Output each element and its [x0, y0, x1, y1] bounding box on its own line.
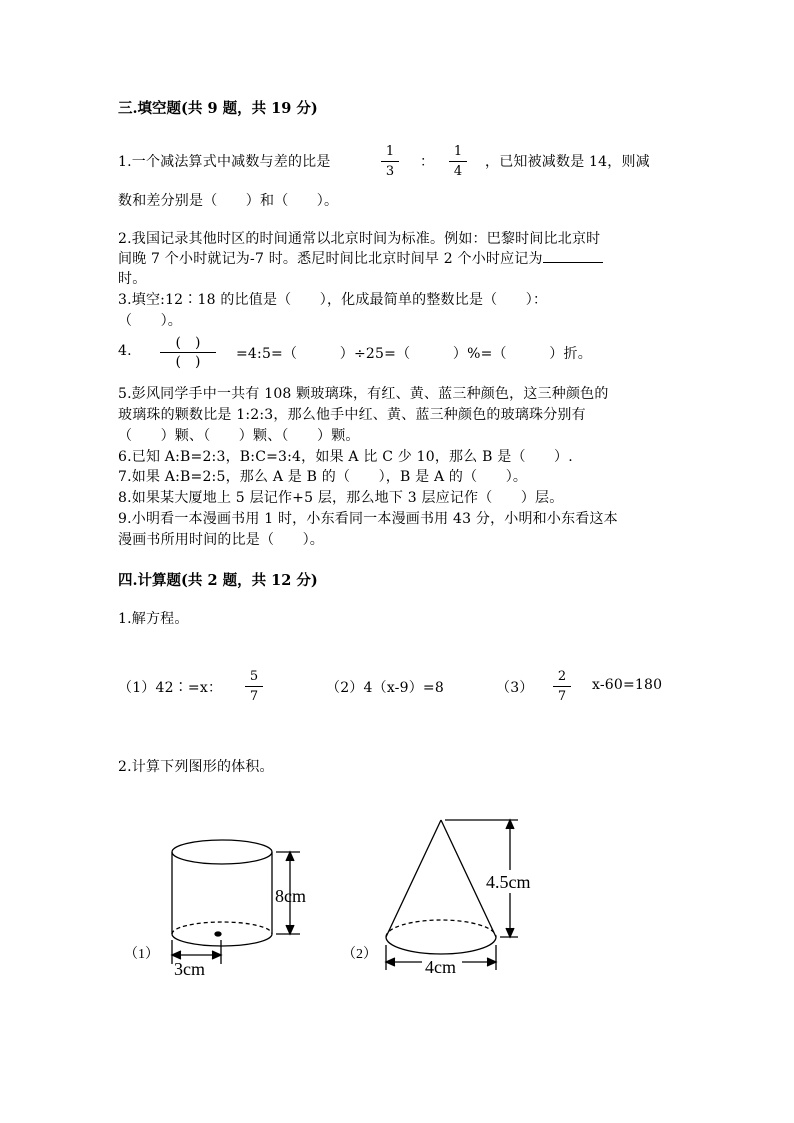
q5-line1: 5.彭风同学手中一共有 108 颗玻璃珠，有红、黄、蓝三种颜色，这三种颜色的: [118, 386, 609, 402]
equation-1-prefix: （1）42∶=x：: [118, 680, 223, 696]
q3-line2: （ ）。: [118, 313, 182, 329]
cone-diameter-label: 4cm: [425, 957, 456, 977]
q2-line1: 2.我国记录其他时区的时间通常以北京时间为标准。例如：巴黎时间比北京时: [118, 231, 601, 247]
cylinder-radius-label: 3cm: [174, 959, 205, 979]
section-3-heading: 三.填空题(共 9 题，共 19 分): [118, 100, 318, 117]
equation-1-fraction-numerator: 5: [249, 669, 259, 684]
q1-text-after: ，已知被减数是 14，则减: [485, 154, 650, 170]
q4-fraction-numerator: ( ): [175, 335, 201, 351]
q5-line2: 玻璃珠的颗数比是 1:2:3，那么他手中红、黄、蓝三种颜色的玻璃珠分别有: [118, 407, 586, 423]
cone-figure: [386, 820, 518, 970]
q9-line2: 漫画书所用时间的比是（ ）。: [118, 532, 324, 548]
q3-line1: 3.填空:12∶18 的比值是（ ），化成最简单的整数比是（ ）：: [118, 292, 548, 308]
q1-text-before: 1.一个减法算式中减数与差的比是: [118, 154, 331, 170]
figure-1-label: （1）: [124, 947, 159, 962]
q1-line2: 数和差分别是（ ）和（ ）。: [118, 193, 339, 209]
q2-line2-text: 间晚 7 个小时就记为-7 时。悉尼时间比北京时间早 2 个小时应记为: [118, 251, 543, 267]
q2-line3: 时。: [118, 271, 147, 287]
equation-3-fraction-numerator: 2: [557, 669, 567, 684]
q1-fraction-a-denominator: 3: [385, 164, 395, 179]
calc-q1-title: 1.解方程。: [118, 611, 189, 627]
calc-q2-title: 2.计算下列图形的体积。: [118, 759, 274, 775]
equation-1-fraction-denominator: 7: [249, 689, 259, 704]
q7-text: 7.如果 A:B=2:5，那么 A 是 B 的（ ），B 是 A 的（ ）。: [118, 469, 528, 485]
equation-2: （2）4（x-9）=8: [326, 680, 444, 696]
q4-label: 4.: [118, 343, 132, 359]
q1-colon: ：: [420, 154, 435, 170]
equation-3-suffix: x-60=180: [592, 677, 663, 693]
equation-3-fraction-denominator: 7: [557, 689, 567, 704]
figure-2-label: （2）: [342, 947, 377, 962]
cylinder-height-label: 8cm: [275, 886, 306, 906]
q9-line1: 9.小明看一本漫画书用 1 时，小东看同一本漫画书用 43 分，小明和小东看这本: [118, 511, 618, 527]
equation-3-prefix: （3）: [496, 680, 534, 696]
q1-fraction-b-numerator: 1: [453, 144, 463, 159]
cone-height-label: 4.5cm: [486, 872, 531, 892]
q8-text: 8.如果某大厦地上 5 层记作+5 层，那么地下 3 层应记作（ ）层。: [118, 490, 564, 506]
q6-text: 6.已知 A:B=2:3，B:C=3:4，如果 A 比 C 少 10，那么 B 是（ ）.: [118, 449, 573, 465]
q4-rest: =4:5=（ ）÷25=（ ）%=（ ）折。: [236, 346, 592, 362]
q4-fraction-denominator: ( ): [175, 354, 201, 370]
q1-fraction-a-numerator: 1: [385, 144, 395, 159]
section-4-heading: 四.计算题(共 2 题，共 12 分): [118, 572, 318, 589]
q5-line3: （ ）颗、（ ）颗、（ ）颗。: [118, 428, 360, 444]
q1-fraction-b-denominator: 4: [453, 164, 463, 179]
